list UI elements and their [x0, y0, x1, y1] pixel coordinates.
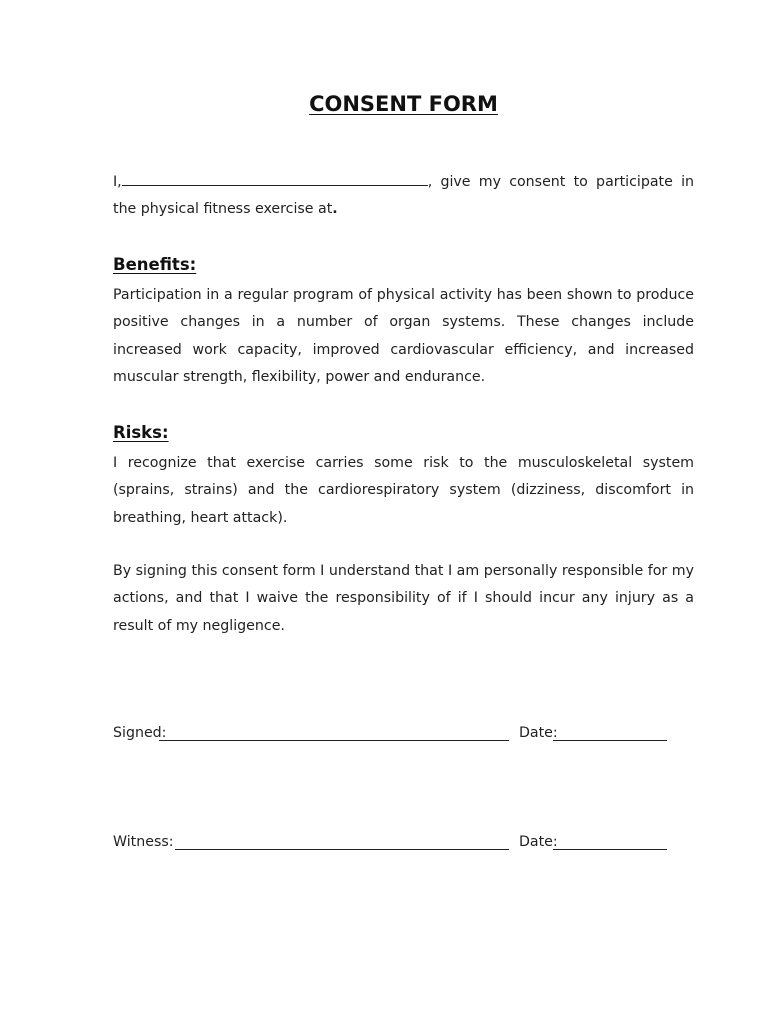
signing-paragraph: By signing this consent form I understand that I am personally responsible for my actions, and that I waive the responsibility of if I should incur any injury as a result of my negligence. — [113, 563, 694, 634]
intro-suffix: , give my consent to participate in the physical fitness exercise at — [113, 174, 694, 218]
signed-row — [113, 725, 694, 745]
participant-name-field[interactable] — [122, 169, 428, 186]
intro-paragraph — [113, 169, 694, 224]
signed-label: Signed: — [113, 725, 167, 741]
consent-form-page — [113, 0, 694, 1024]
risks-paragraph: I recognize that exercise carries some risk to the musculoskeletal system (sprains, strains) and the cardiorespiratory system (dizziness, discomfort in breathing, heart attack). — [113, 455, 694, 526]
risks-heading: Risks: — [113, 423, 169, 442]
intro-end: . — [332, 201, 338, 218]
witness-date-line[interactable] — [553, 834, 667, 850]
intro-prefix: I, — [113, 174, 122, 190]
signed-date-line[interactable] — [553, 725, 667, 741]
page-title: CONSENT FORM — [309, 92, 498, 116]
signature-line[interactable] — [159, 725, 509, 741]
signed-date-label: Date: — [519, 725, 558, 741]
benefits-paragraph: Participation in a regular program of physical activity has been shown to produce positive changes in a number of organ systems. These changes include increased work capacity, improved cardiovascular efficiency, and increased muscular strength, flexibility, power and endurance. — [113, 287, 694, 385]
witness-row — [113, 834, 694, 854]
witness-signature-line[interactable] — [175, 834, 509, 850]
benefits-heading: Benefits: — [113, 255, 197, 274]
witness-date-label: Date: — [519, 834, 558, 850]
witness-label: Witness: — [113, 834, 174, 850]
